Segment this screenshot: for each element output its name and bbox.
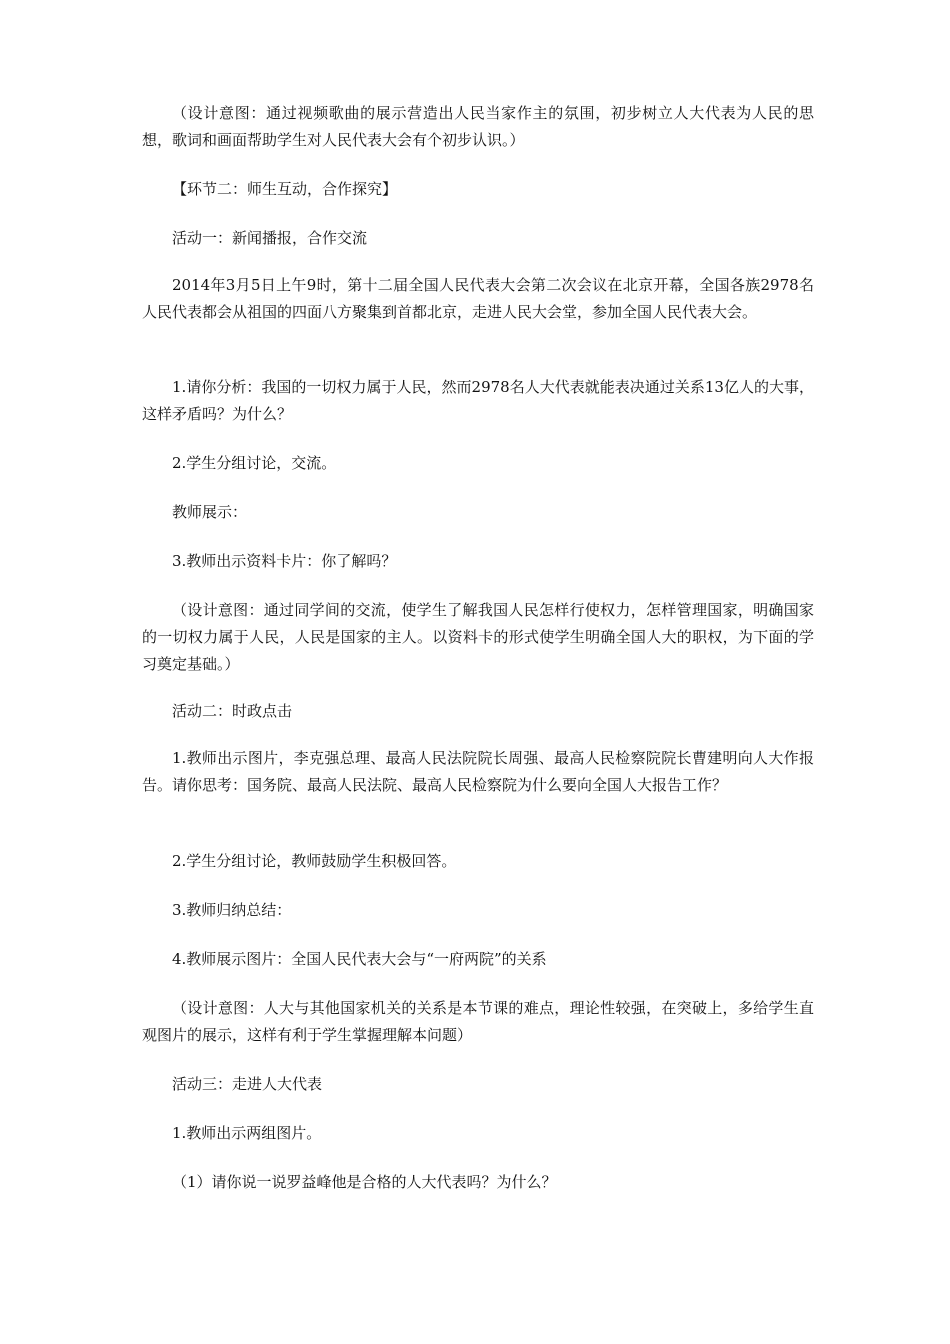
activity-two-item-3: 3.教师归纳总结： — [172, 901, 292, 919]
activity-three-subitem-1: （1）请你说一说罗益峰他是合格的人大代表吗？为什么？ — [172, 1173, 557, 1191]
activity-two-item-4: 4.教师展示图片：全国人民代表大会与“一府两院”的关系 — [172, 950, 547, 968]
activity-three-item-1: 1.教师出示两组图片。 — [172, 1124, 322, 1142]
question-one-paragraph: 1.请你分析：我国的一切权力属于人民，然而2978名人大代表就能表决通过关系13亿人的大事，这样矛盾吗？为什么？ — [142, 378, 814, 423]
info-card-item: 3.教师出示资料卡片：你了解吗？ — [172, 552, 397, 570]
teacher-display-item: 教师展示： — [172, 503, 248, 521]
activity-one-heading: 活动一：新闻播报，合作交流 — [172, 229, 368, 247]
section-heading-part-two: 【环节二：师生互动，合作探究】 — [172, 180, 398, 198]
design-intent-paragraph-3: （设计意图：人大与其他国家机关的关系是本节课的难点，理论性较强，在突破上，多给学生直观图片的展示，这样有利于学生掌握理解本问题） — [142, 999, 814, 1044]
group-discussion-item: 2.学生分组讨论，交流。 — [172, 454, 337, 472]
design-intent-paragraph-1: （设计意图：通过视频歌曲的展示营造出人民当家作主的氛围，初步树立人大代表为人民的思想，歌词和画面帮助学生对人民代表大会有个初步认识。） — [142, 104, 814, 149]
design-intent-paragraph-2: （设计意图：通过同学间的交流，使学生了解我国人民怎样行使权力，怎样管理国家，明确国家的一切权力属于人民，人民是国家的主人。以资料卡的形式使学生明确全国人大的职权，为下面的学习奠定基础。） — [142, 601, 814, 673]
activity-two-heading: 活动二：时政点击 — [172, 702, 293, 720]
news-paragraph: 2014年3月5日上午9时，第十二届全国人民代表大会第二次会议在北京开幕，全国各族2978名人民代表都会从祖国的四面八方聚集到首都北京，走进人民大会堂，参加全国人民代表大会。 — [142, 276, 814, 321]
activity-three-heading: 活动三：走进人大代表 — [172, 1075, 323, 1093]
activity-two-item-1: 1.教师出示图片，李克强总理、最高人民法院院长周强、最高人民检察院院长曹建明向人大作报告。请你思考：国务院、最高人民法院、最高人民检察院为什么要向全国人大报告工作？ — [142, 749, 814, 794]
activity-two-item-2: 2.学生分组讨论，教师鼓励学生积极回答。 — [172, 852, 457, 870]
